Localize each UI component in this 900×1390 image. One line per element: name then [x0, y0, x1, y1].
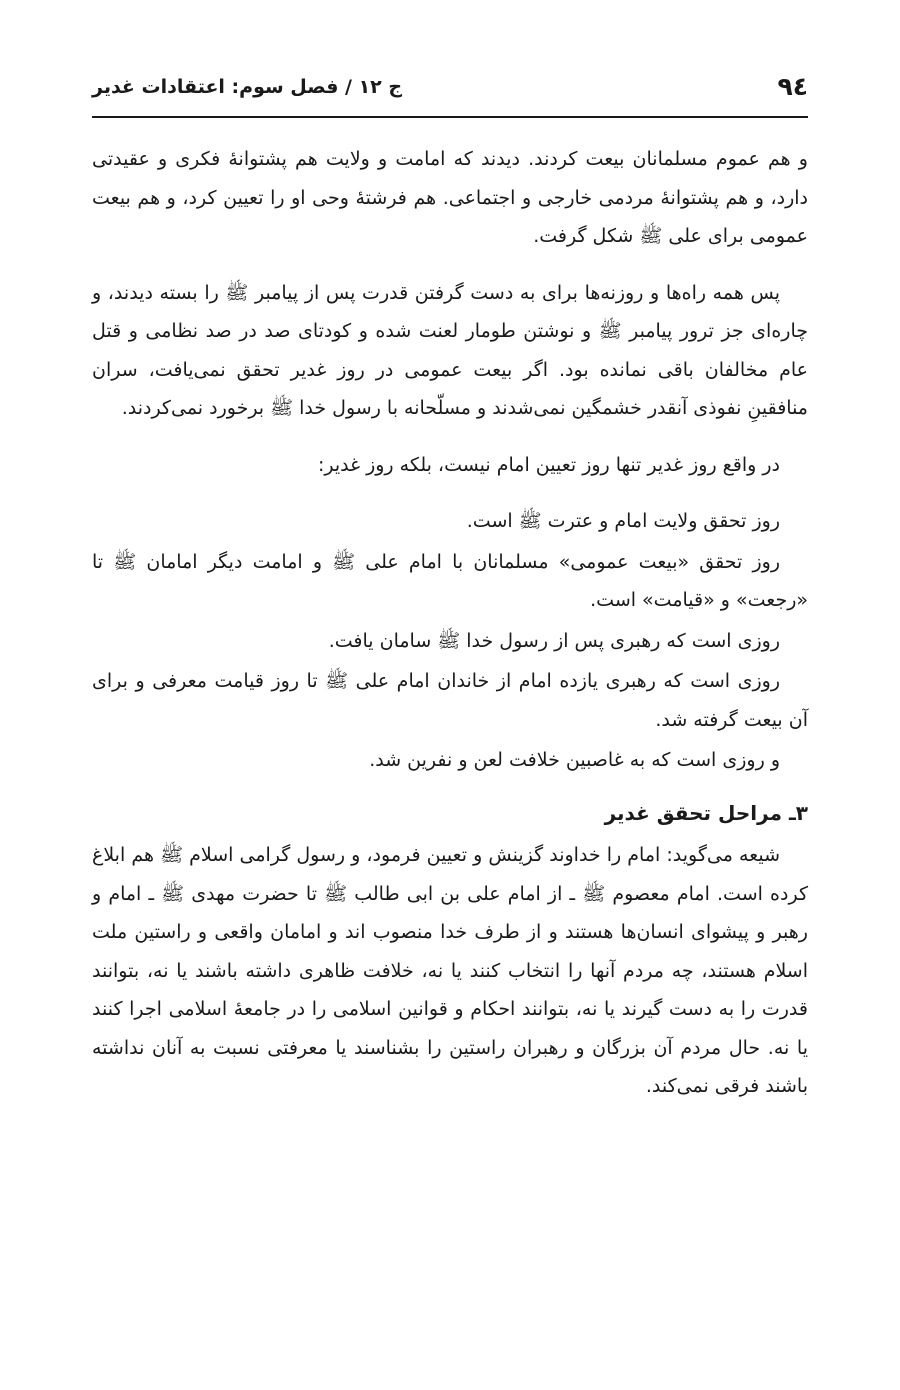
section-heading: ۳ـ مراحل تحقق غدیر: [604, 800, 808, 825]
book-page: [92, 0, 808, 1390]
page-body: [92, 140, 808, 1106]
paragraph: و هم عموم مسلمانان بیعت کردند. دیدند که امامت و ولایت هم پشتوانهٔ فکری و عقیدتی دارد، و هم پشتوانهٔ مردمی خارجی و اجتماعی. هم فرشتهٔ وحی او را تعیین کرد، و هم بیعت عمومی برای علی ﷺ شکل گرفت.: [92, 148, 808, 247]
list-item: روزی است که رهبری یازده امام از خاندان امام علی ﷺ تا روز قیامت معرفی و برای آن بیعت گرفته شد.: [92, 670, 808, 731]
running-title: ج ١٢ / فصل سوم: اعتقادات غدیر: [92, 76, 403, 98]
paragraph: در واقع روز غدیر تنها روز تعیین امام نیست، بلکه روز غدیر:: [317, 453, 780, 476]
list-item: روزی است که رهبری پس از رسول خدا ﷺ سامان یافت.: [328, 629, 780, 652]
list-item: روز تحقق «بیعت عمومی» مسلمانان با امام علی ﷺ و امامت دیگر امامان ﷺ تا «رجعت» و «قیامت» است.: [92, 550, 808, 611]
paragraph: شیعه می‌گوید: امام را خداوند گزینش و تعیین فرمود، و رسول گرامی اسلام ﷺ هم ابلاغ کرده است. امام معصوم ﷺ ـ از امام علی بن ابی طالب ﷺ تا حضرت مهدی ﷺ ـ امام و رهبر و پیشوای انسان‌ها هستند و از طرف خدا منصوب اند و امامان واقعی و راستین ملت اسلام هستند، چه مردم آنها را انتخاب کنند یا نه، خلافت ظاهری داشته باشند یا نه، بتوانند قدرت را به دست گیرند یا نه، بتوانند احکام و قوانین اسلامی را در جامعهٔ اسلامی اجرا کنند یا نه. حال مردم آن بزرگان و رهبران راستین را بشناسند یا معرفتی نسبت به آنان نداشته باشند فرقی نمی‌کند.: [92, 844, 808, 1097]
list-item: روز تحقق ولایت امام و عترت ﷺ است.: [466, 510, 780, 532]
paragraph: پس همه راه‌ها و روزنه‌ها برای به دست گرفتن قدرت پس از پیامبر ﷺ را بسته دیدند، و چاره‌ای جز ترور پیامبر ﷺ و نوشتن طومار لعنت شده و کودتای صد در صد نظامی و قتل عام مخالفان باقی نمانده بود. اگر بیعت عمومی در روز غدیر تحقق نمی‌یافت، سران منافقینِ نفوذی آنقدر خشمگین نمی‌شدند و مسلّحانه با رسول خدا ﷺ برخورد نمی‌کردند.: [92, 281, 808, 419]
page-number: ٩٤: [777, 72, 808, 101]
page-header: [92, 64, 808, 118]
list-item: و روزی است که به غاصبین خلافت لعن و نفرین شد.: [369, 749, 780, 771]
